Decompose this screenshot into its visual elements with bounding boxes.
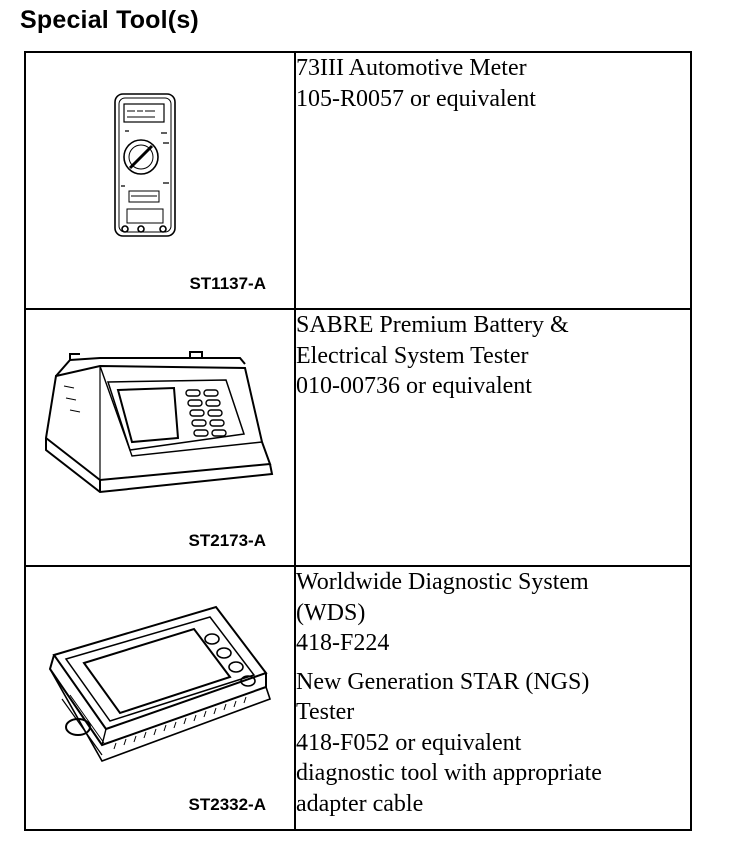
- tool-description-line: Worldwide Diagnostic System: [296, 569, 589, 595]
- tool-description-line: New Generation STAR (NGS): [296, 668, 590, 695]
- tool-description-cell: [295, 309, 691, 566]
- tool-code: ST1137-A: [189, 274, 266, 293]
- table-row: [25, 309, 691, 566]
- tool-image-cell: [25, 566, 295, 830]
- tool-description-line: (WDS): [296, 599, 366, 626]
- battery-tester-illustration: [40, 346, 280, 496]
- tool-description-line: Tester: [296, 699, 355, 725]
- automotive-meter-illustration: [111, 91, 201, 241]
- tool-description-line: 418-F224: [296, 630, 390, 656]
- tool-image-cell: [25, 52, 295, 309]
- tool-description-line: 73III Automotive Meter: [296, 55, 527, 81]
- tool-code: ST2173-A: [188, 531, 266, 550]
- tool-code: ST2332-A: [188, 795, 266, 814]
- tool-image-cell: [25, 309, 295, 566]
- special-tools-table: [24, 51, 692, 831]
- table-row: [25, 52, 691, 309]
- tool-description-line: 105-R0057 or equivalent: [296, 85, 536, 112]
- page-title: Special Tool(s): [20, 6, 199, 34]
- tool-description-line: adapter cable: [296, 790, 424, 817]
- tool-description-line: 010-00736 or equivalent: [296, 373, 532, 399]
- tool-description-cell: [295, 566, 691, 830]
- diagnostic-system-illustration: [44, 603, 274, 773]
- tool-description-cell: [295, 52, 691, 309]
- tool-description-line: diagnostic tool with appropriate: [296, 760, 602, 786]
- tool-description-line: 418-F052 or equivalent: [296, 729, 522, 756]
- table-row: [25, 566, 691, 830]
- tool-description-line: Electrical System Tester: [296, 342, 529, 369]
- tool-description-line: SABRE Premium Battery &: [296, 312, 569, 338]
